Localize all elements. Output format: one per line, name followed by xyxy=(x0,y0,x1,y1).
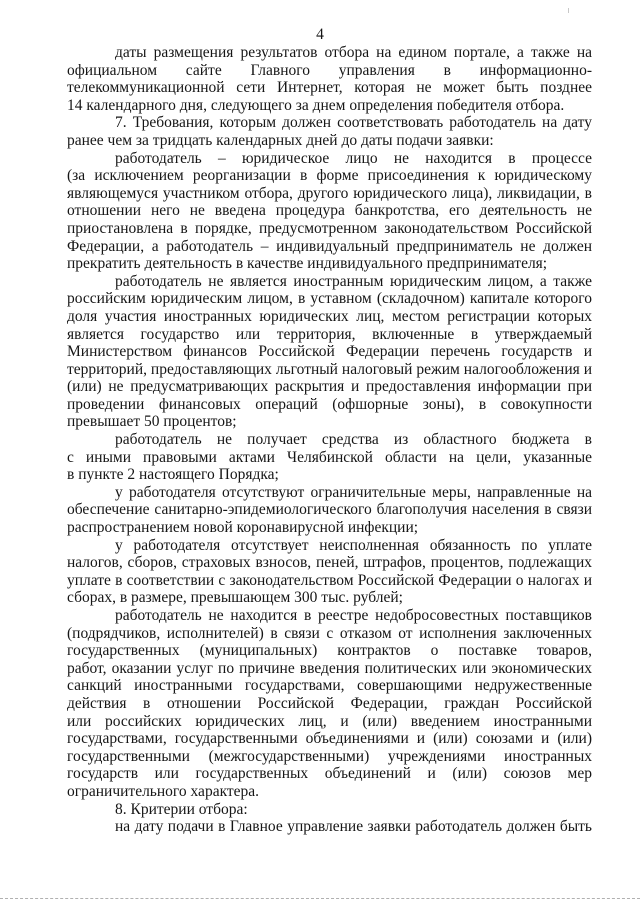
text-line: обеспечение санитарно-эпидемиологического благополучия населения в связи xyxy=(67,501,592,519)
text-line: 8. Критерии отбора: xyxy=(115,800,248,818)
text-line: налогов, сборов, страховых взносов, пеней, штрафов, процентов, подлежащих xyxy=(67,554,592,572)
text-line: работодатель не является иностранным юридическим лицом, а также xyxy=(115,272,592,290)
text-line: у работодателя отсутствует неисполненная обязанность по уплате xyxy=(115,536,592,554)
text-line: сборах, в размере, превышающем 300 тыс. рублей; xyxy=(67,589,403,607)
text-line: на дату подачи в Главное управление заявки работодатель должен быть xyxy=(115,818,592,836)
text-line: Министерством финансов Российской Федерации перечень государств и xyxy=(67,343,592,361)
text-line: (или) не предусматривающих раскрытия и предоставления информации при xyxy=(67,378,592,396)
text-line: государств или государственных объединений и (или) союзов мер xyxy=(67,765,592,783)
text-line: проведении финансовых операций (офшорные зоны), в совокупности xyxy=(67,395,592,413)
text-line: ограничительного характера. xyxy=(67,782,260,800)
page-bottom-edge xyxy=(0,898,640,899)
text-line: работодатель не получает средства из областного бюджета в xyxy=(115,431,592,449)
text-line: 14 календарного дня, следующего за днем определения победителя отбора. xyxy=(67,96,565,114)
page-number: 4 xyxy=(316,26,324,43)
text-line: государствами, государственными объединениями и (или) союзами и (или) xyxy=(67,730,592,748)
text-line: официальном сайте Главного управления в информационно- xyxy=(67,61,592,79)
text-line: уплате в соответствии с законодательством Российской Федерации о налогах и xyxy=(67,571,592,589)
text-line: (за исключением реорганизации в форме присоединения к юридическому xyxy=(67,167,592,185)
text-line: приостановлена в порядке, предусмотренном законодательством Российской xyxy=(67,219,592,237)
text-line: санкций иностранными государствами, совершающими недружественные xyxy=(67,677,592,695)
text-line: телекоммуникационной сети Интернет, которая не может быть позднее xyxy=(67,79,592,97)
text-line: территорий, предоставляющих льготный налоговый режим налогообложения и xyxy=(67,360,592,378)
text-line: прекратить деятельность в качестве индивидуального предпринимателя; xyxy=(67,255,548,273)
document-body xyxy=(67,44,592,836)
text-line: или российских юридических лиц, и (или) введением иностранными xyxy=(67,712,592,730)
text-line: работодатель не находится в реестре недобросовестных поставщиков xyxy=(115,607,592,624)
text-line: превышает 50 процентов; xyxy=(67,413,237,431)
text-line: у работодателя отсутствуют ограничительные меры, направленные на xyxy=(115,483,592,501)
text-line: являющемуся участником отбора, другого юридического лица), ликвидации, в xyxy=(67,184,592,202)
text-line: распространением новой коронавирусной инфекции; xyxy=(67,519,419,537)
text-line: действия в отношении Российской Федерации, граждан Российской xyxy=(67,694,592,712)
text-line: (подрядчиков, исполнителей) в связи с отказом от исполнения заключенных xyxy=(67,624,592,642)
text-line: государственных (муниципальных) контрактов о поставке товаров, xyxy=(67,642,592,660)
text-line: работ, оказании услуг по причине введения политических или экономических xyxy=(67,659,592,677)
text-line: работодатель – юридическое лицо не находится в процессе xyxy=(115,149,592,167)
text-line: 7. Требования, которым должен соответствовать работодатель на дату xyxy=(115,114,592,132)
text-line: ранее чем за тридцать календарных дней до даты подачи заявки: xyxy=(67,131,494,149)
text-line: доля участия иностранных юридических лиц, местом регистрации которых xyxy=(67,307,592,325)
scan-artifact xyxy=(568,8,569,13)
text-line: даты размещения результатов отбора на едином портале, а также на xyxy=(115,44,592,61)
text-line: российским юридическим лицом, в уставном (складочном) капитале которого xyxy=(67,290,592,308)
text-line: в пункте 2 настоящего Порядка; xyxy=(67,466,279,484)
text-line: является государство или территория, включенные в утверждаемый xyxy=(67,325,592,343)
text-line: Федерации, а работодатель – индивидуальный предприниматель не должен xyxy=(67,237,592,255)
text-line: отношении него не введена процедура банкротства, его деятельность не xyxy=(67,202,592,220)
text-line: государственными (межгосударственными) учреждениями иностранных xyxy=(67,747,592,765)
text-line: с иными правовыми актами Челябинской области на цели, указанные xyxy=(67,448,592,466)
